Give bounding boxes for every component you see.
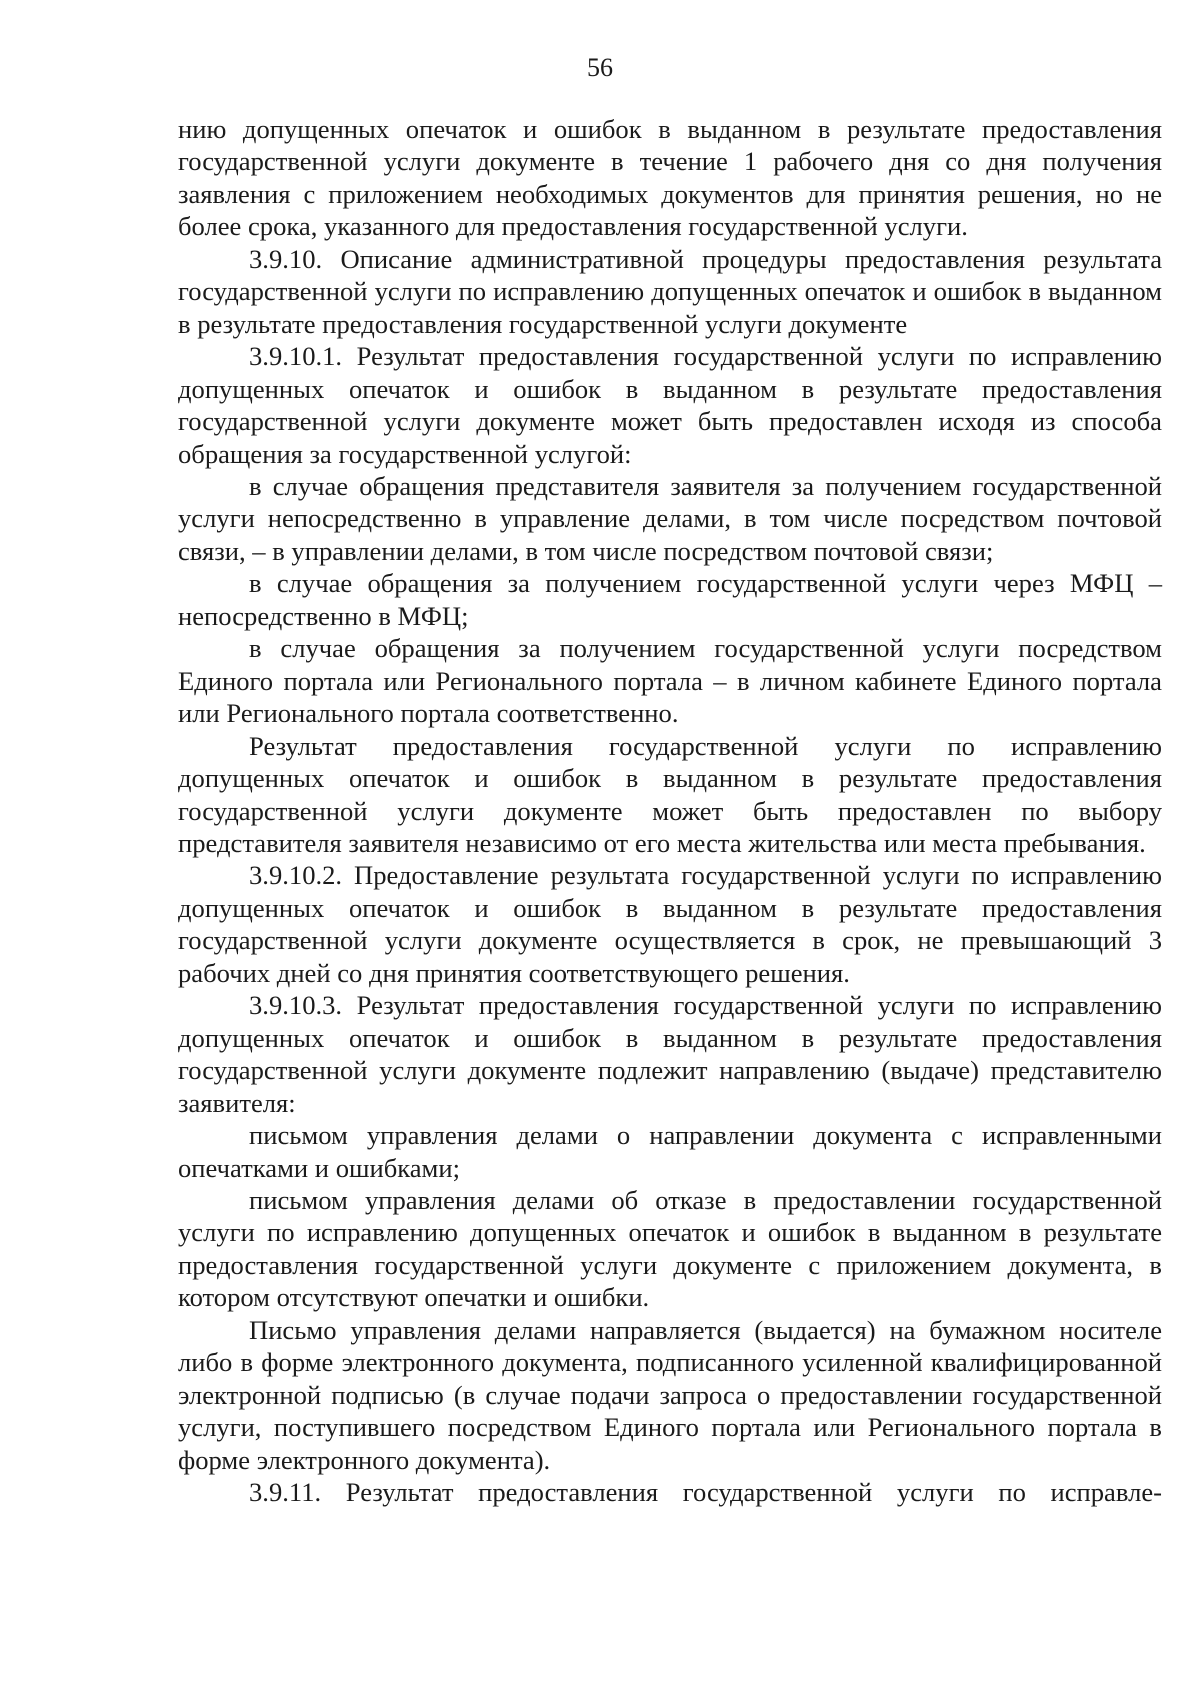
paragraph-letter-form: Письмо управления делами направляется (выдается) на бумажном носителе либо в форме электронного документа, подписанного усиленной квалифицированной электронной подписью (в случае подачи запроса о предоставлении государственной услуги, поступившего посредством Единого портала или Регионального портала в форме электронного документа). [178,1314,1162,1475]
paragraph-3-9-10-2: 3.9.10.2. Предоставление результата государственной услуги по исправлению допущенных опечаток и ошибок в выданном в результате предоставления государственной услуги документе осуществляется в срок, не превышающий 3 рабочих дней со дня принятия соответствующего решения. [178,860,1162,988]
paragraph-3-9-10-3: 3.9.10.3. Результат предоставления государственной услуги по исправлению допущенных опечаток и ошибок в выданном в результате предоставления государственной услуги документе подлежит направлению (выдаче) представителю заявителя: [178,990,1162,1118]
paragraph-letter-refusal: письмом управления делами об отказе в предоставлении государственной услуги по исправлению допущенных опечаток и ошибок в выданном в результате предоставления государственной услуги документе с приложением документа, в котором отсутствуют опечатки и ошибки. [178,1184,1162,1313]
paragraph-letter-correction: письмом управления делами о направлении документа с исправленными опечатками и ошибками; [178,1120,1162,1183]
page-number: 56 [587,53,613,82]
paragraph-result-choice: Результат предоставления государственной услуги по исправлению допущенных опечаток и ошибок в выданном в результате предоставления государственной услуги документе может быть предоставлен по выбору представителя заявителя независимо от его места жительства или места пребывания. [178,730,1162,858]
paragraph-case-direct: в случае обращения представителя заявителя за получением государственной услуги непосредственно в управление делами, в том числе посредством почтовой связи, – в управлении делами, в том числе посредством почтовой связи; [178,470,1162,566]
paragraph-case-portal: в случае обращения за получением государственной услуги посредством Единого портала или Регионального портала – в личном кабинете Единого портала или Регионального портала соответственно. [178,633,1162,729]
paragraph-3-9-11: 3.9.11. Результат предоставления государственной услуги по исправле- [249,1477,1162,1508]
paragraph-case-mfc: в случае обращения за получением государственной услуги через МФЦ – непосредственно в МФЦ; [178,568,1162,631]
section-heading-3-9-10: 3.9.10. Описание административной процедуры предоставления результата государственной услуги по исправлению допущенных опечаток и ошибок в выданном в результате предоставления государственной услуги документе [178,243,1162,339]
paragraph-continuation: нию допущенных опечаток и ошибок в выданном в результате предоставления государственной услуги документе в течение 1 рабочего дня со дня получения заявления с приложением необходимых документов для принятия решения, но не более срока, указанного для предоставления государственной услуги. [178,114,1162,242]
document-body [178,113,1162,1508]
paragraph-3-9-10-1: 3.9.10.1. Результат предоставления государственной услуги по исправлению допущенных опечаток и ошибок в выданном в результате предоставления государственной услуги документе может быть предоставлен исходя из способа обращения за государственной услугой: [178,341,1162,469]
